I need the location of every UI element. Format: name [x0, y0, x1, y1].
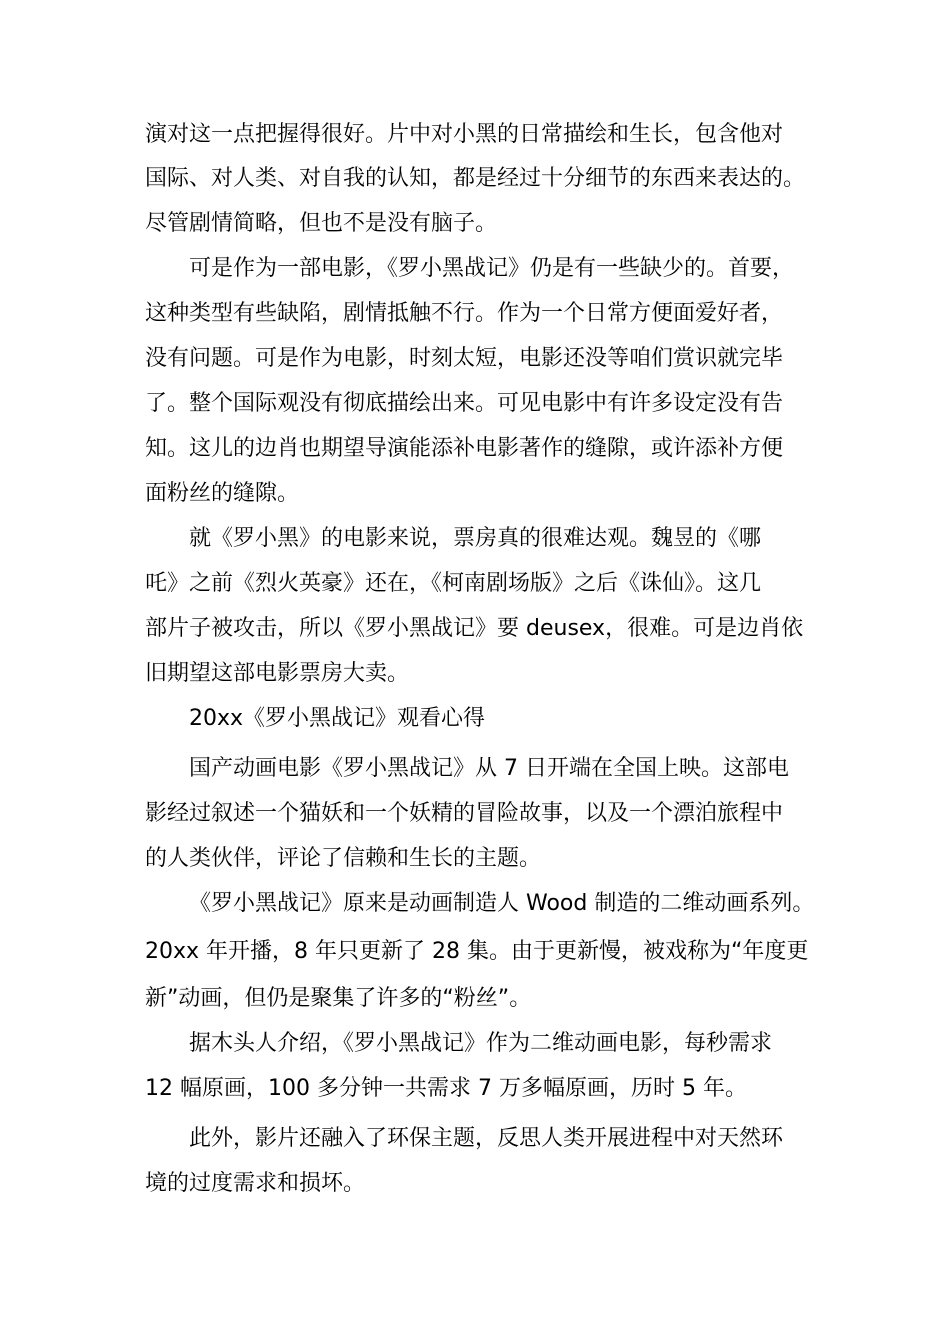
text-line: 12 幅原画，100 多分钟一共需求 7 万多幅原画，历时 5 年。	[145, 1076, 747, 1101]
text-line: 演对这一点把握得很好。片中对小黑的日常描绘和生长，包含他对	[145, 122, 784, 147]
paragraph-start-line: 就《罗小黑》的电影来说，票房真的很难达观。魏昱的《哪	[189, 526, 762, 551]
text-line: 尽管剧情简略，但也不是没有脑子。	[145, 211, 498, 236]
text-line: 新”动画，但仍是聚集了许多的“粉丝”。	[145, 986, 532, 1011]
text-line: 没有问题。可是作为电影，时刻太短，电影还没等咱们赏识就完毕	[145, 346, 784, 371]
text-line: 境的过度需求和损坏。	[145, 1171, 366, 1196]
text-line: 了。整个国际观没有彻底描绘出来。可见电影中有许多设定没有告	[145, 391, 784, 416]
text-line: 影经过叙述一个猫妖和一个妖精的冒险故事，以及一个漂泊旅程中	[145, 801, 784, 826]
paragraph-start-line: 此外，影片还融入了环保主题，反思人类开展进程中对天然环	[189, 1126, 784, 1151]
text-line: 吒》之前《烈火英豪》还在，《柯南剧场版》之后《诛仙》。这几	[145, 571, 762, 596]
paragraph-start-line: 国产动画电影《罗小黑战记》从 7 日开端在全国上映。这部电	[189, 756, 789, 781]
text-line: 知。这儿的边肖也期望导演能添补电影著作的缝隙，或许添补方便	[145, 436, 784, 461]
section-heading: 20xx《罗小黑战记》观看心得	[189, 706, 486, 731]
text-line: 国际、对人类、对自我的认知，都是经过十分细节的东西来表达的。	[145, 166, 806, 191]
paragraph-start-line: 《罗小黑战记》原来是动画制造人 Wood 制造的二维动画系列。	[189, 891, 815, 916]
paragraph-start-line: 可是作为一部电影，《罗小黑战记》仍是有一些缺少的。首要，	[189, 256, 795, 281]
text-line: 的人类伙伴，评论了信赖和生长的主题。	[145, 846, 542, 871]
text-line: 这种类型有些缺陷，剧情抵触不行。作为一个日常方便面爱好者，	[145, 301, 784, 326]
text-line: 旧期望这部电影票房大卖。	[145, 661, 410, 686]
paragraph-start-line: 据木头人介绍，《罗小黑战记》作为二维动画电影，每秒需求	[189, 1031, 773, 1056]
text-line: 20xx 年开播，8 年只更新了 28 集。由于更新慢，被戏称为“年度更	[145, 939, 809, 964]
text-line: 部片子被攻击，所以《罗小黑战记》要 deusex，很难。可是边肖依	[145, 616, 804, 641]
text-line: 面粉丝的缝隙。	[145, 481, 300, 506]
